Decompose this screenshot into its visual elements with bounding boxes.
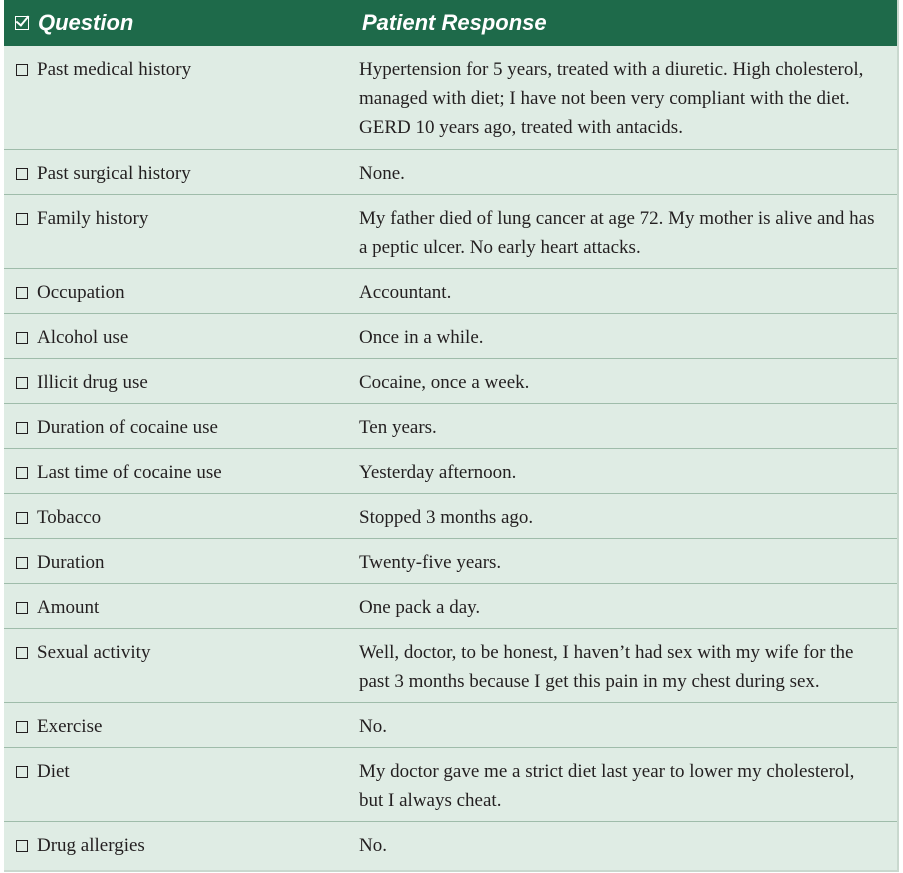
response-cell: No. xyxy=(359,835,387,856)
response-cell: Cocaine, once a week. xyxy=(359,372,530,393)
question-cell: Drug allergies xyxy=(37,835,145,856)
table-row xyxy=(4,583,897,628)
table-row xyxy=(4,747,897,821)
question-cell: Occupation xyxy=(37,282,125,303)
checkbox-icon[interactable] xyxy=(16,840,28,852)
response-cell: Once in a while. xyxy=(359,327,484,348)
table-row xyxy=(4,538,897,583)
checkbox-icon[interactable] xyxy=(16,602,28,614)
question-cell: Tobacco xyxy=(37,507,102,528)
response-cell: Well, doctor, to be honest, I haven’t had sex with my wife for the past 3 months because I get this pain in my chest during sex. xyxy=(359,642,854,692)
checkbox-icon[interactable] xyxy=(16,168,28,180)
checkbox-icon[interactable] xyxy=(16,377,28,389)
checkbox-icon[interactable] xyxy=(16,766,28,778)
question-column-header xyxy=(4,10,359,36)
table-row xyxy=(4,46,897,149)
response-cell: None. xyxy=(359,163,405,184)
response-cell: Accountant. xyxy=(359,282,452,303)
checkbox-icon[interactable] xyxy=(16,512,28,524)
table-header xyxy=(4,0,897,46)
response-cell: Yesterday afternoon. xyxy=(359,462,517,483)
checkbox-icon[interactable] xyxy=(16,332,28,344)
response-cell: My doctor gave me a strict diet last year to lower my cholesterol, but I always cheat. xyxy=(359,761,855,811)
question-cell: Sexual activity xyxy=(37,642,151,663)
question-cell: Diet xyxy=(37,761,70,782)
table-row xyxy=(4,448,897,493)
question-cell: Exercise xyxy=(37,716,103,737)
response-cell: Hypertension for 5 years, treated with a diuretic. High cholesterol, managed with diet; I have not been very compliant with the diet. GERD 10 years ago, treated with antacids. xyxy=(359,59,864,138)
question-cell: Duration of cocaine use xyxy=(37,417,218,438)
checkbox-icon[interactable] xyxy=(16,557,28,569)
table-row xyxy=(4,702,897,747)
question-cell: Alcohol use xyxy=(37,327,129,348)
question-cell: Past medical history xyxy=(37,59,192,80)
checkbox-icon[interactable] xyxy=(16,287,28,299)
table-body xyxy=(4,46,897,866)
question-cell: Past surgical history xyxy=(37,163,191,184)
question-cell: Duration xyxy=(37,552,105,573)
table-row xyxy=(4,149,897,194)
table-row xyxy=(4,268,897,313)
response-cell: Ten years. xyxy=(359,417,437,438)
question-header-label: Question xyxy=(38,10,134,35)
table-row xyxy=(4,403,897,448)
history-table xyxy=(4,0,899,872)
table-row xyxy=(4,358,897,403)
table-row xyxy=(4,821,897,866)
response-header-label: Patient Response xyxy=(362,10,547,35)
response-cell: Twenty-five years. xyxy=(359,552,502,573)
response-cell: No. xyxy=(359,716,387,737)
table-row xyxy=(4,313,897,358)
checkbox-icon[interactable] xyxy=(16,467,28,479)
checkbox-icon[interactable] xyxy=(16,422,28,434)
question-cell: Amount xyxy=(37,597,100,618)
response-cell: My father died of lung cancer at age 72. My mother is alive and has a peptic ulcer. No early heart attacks. xyxy=(359,208,875,258)
question-cell: Illicit drug use xyxy=(37,372,148,393)
checkbox-icon[interactable] xyxy=(16,647,28,659)
question-cell: Family history xyxy=(37,208,149,229)
table-row xyxy=(4,628,897,702)
question-cell: Last time of cocaine use xyxy=(37,462,222,483)
table-row xyxy=(4,194,897,268)
checkbox-icon[interactable] xyxy=(16,721,28,733)
checkbox-checked-icon xyxy=(15,16,29,30)
response-cell: One pack a day. xyxy=(359,597,481,618)
checkbox-icon[interactable] xyxy=(16,213,28,225)
table-row xyxy=(4,493,897,538)
checkbox-icon[interactable] xyxy=(16,64,28,76)
response-cell: Stopped 3 months ago. xyxy=(359,507,534,528)
